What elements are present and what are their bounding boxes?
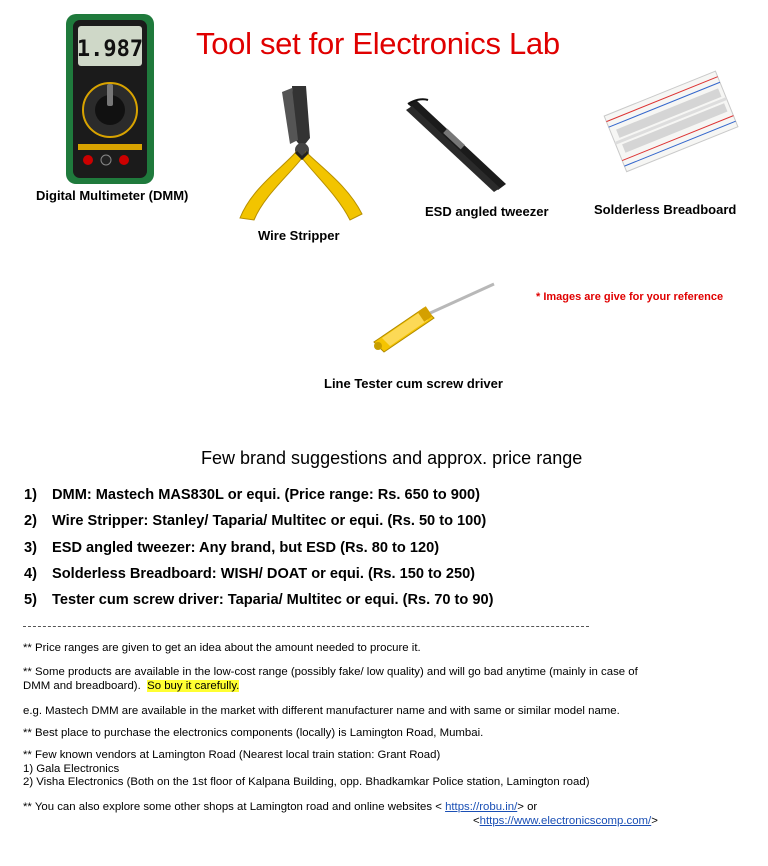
electronicscomp-link[interactable]: https://www.electronicscomp.com/	[479, 814, 652, 827]
note-best-place: ** Best place to purchase the electronics components (locally) is Lamington Road, Mumbai.	[23, 727, 484, 739]
breadboard-image	[596, 54, 742, 184]
note-explore	[23, 801, 743, 828]
bracket-open: <	[473, 814, 480, 827]
multimeter-caption: Digital Multimeter (DMM)	[36, 188, 189, 203]
wire-stripper-image	[232, 78, 372, 223]
note-lowcost	[23, 666, 743, 693]
list-item-text: DMM: Mastech MAS830L or equi. (Price range: Rs. 650 to 900)	[52, 487, 480, 503]
list-item	[24, 538, 493, 564]
robu-link[interactable]: https://robu.in/	[445, 801, 518, 813]
list-item-text: ESD angled tweezer: Any brand, but ESD (Rs. 80 to 120)	[52, 539, 440, 556]
list-item	[24, 485, 493, 511]
list-item-text: Wire Stripper: Stanley/ Taparia/ Multitec or equi. (Rs. 50 to 100)	[52, 513, 487, 530]
list-item-number: 2)	[24, 513, 37, 530]
vendor-item: 1) Gala Electronics	[23, 762, 120, 775]
reference-note: * Images are give for your reference	[536, 291, 724, 303]
section-divider	[23, 626, 589, 627]
note-explore-line2	[23, 815, 743, 829]
list-item-text: Tester cum screw driver: Taparia/ Multitec or equi. (Rs. 70 to 90)	[52, 592, 494, 609]
list-item	[24, 590, 493, 616]
note-example: e.g. Mastech DMM are available in the market with different manufacturer name and with same or similar model name.	[23, 705, 620, 717]
highlighted-warning: So buy it carefully.	[147, 679, 240, 692]
suggestions-heading: Few brand suggestions and approx. price range	[201, 448, 583, 468]
note-price: ** Price ranges are given to get an idea about the amount needed to procure it.	[23, 642, 421, 654]
tweezer-caption: ESD angled tweezer	[425, 204, 549, 219]
multimeter-image	[66, 14, 154, 184]
wire-stripper-caption: Wire Stripper	[258, 228, 340, 243]
note-lowcost-line1: ** Some products are available in the low-cost range (possibly fake/ low quality) and will go bad anytime (mainly in case of	[23, 666, 638, 678]
note-lowcost-text: DMM and breadboard).	[23, 679, 141, 692]
list-item-number: 5)	[24, 592, 37, 609]
note-explore-line1	[23, 801, 743, 815]
list-item-number: 3)	[24, 539, 37, 556]
list-item-number: 1)	[24, 487, 37, 503]
breadboard-caption: Solderless Breadboard	[594, 202, 737, 217]
line-tester-image	[368, 278, 498, 358]
list-item-number: 4)	[24, 565, 37, 582]
note-explore-or: > or	[517, 801, 538, 813]
list-item	[24, 511, 493, 537]
list-item-text: Solderless Breadboard: WISH/ DOAT or equi. (Rs. 150 to 250)	[52, 565, 476, 582]
page-title: Tool set for Electronics Lab	[196, 26, 560, 61]
line-tester-caption: Line Tester cum screw driver	[324, 376, 503, 391]
tweezer-image	[402, 96, 512, 196]
note-explore-text: ** You can also explore some other shops at Lamington road and online websites <	[23, 801, 442, 813]
vendor-item: 2) Visha Electronics (Both on the 1st floor of Kalpana Building, opp. Bhadkamkar Police station, Lamington road)	[23, 776, 590, 788]
note-lowcost-line2	[23, 680, 743, 694]
vendors-intro: ** Few known vendors at Lamington Road (Nearest local train station: Grant Road)	[23, 749, 441, 761]
note-vendors	[23, 749, 743, 790]
list-item	[24, 564, 493, 590]
suggestions-list	[24, 485, 493, 616]
multimeter-display: 1.987	[76, 37, 144, 62]
bracket-close: >	[651, 814, 658, 827]
